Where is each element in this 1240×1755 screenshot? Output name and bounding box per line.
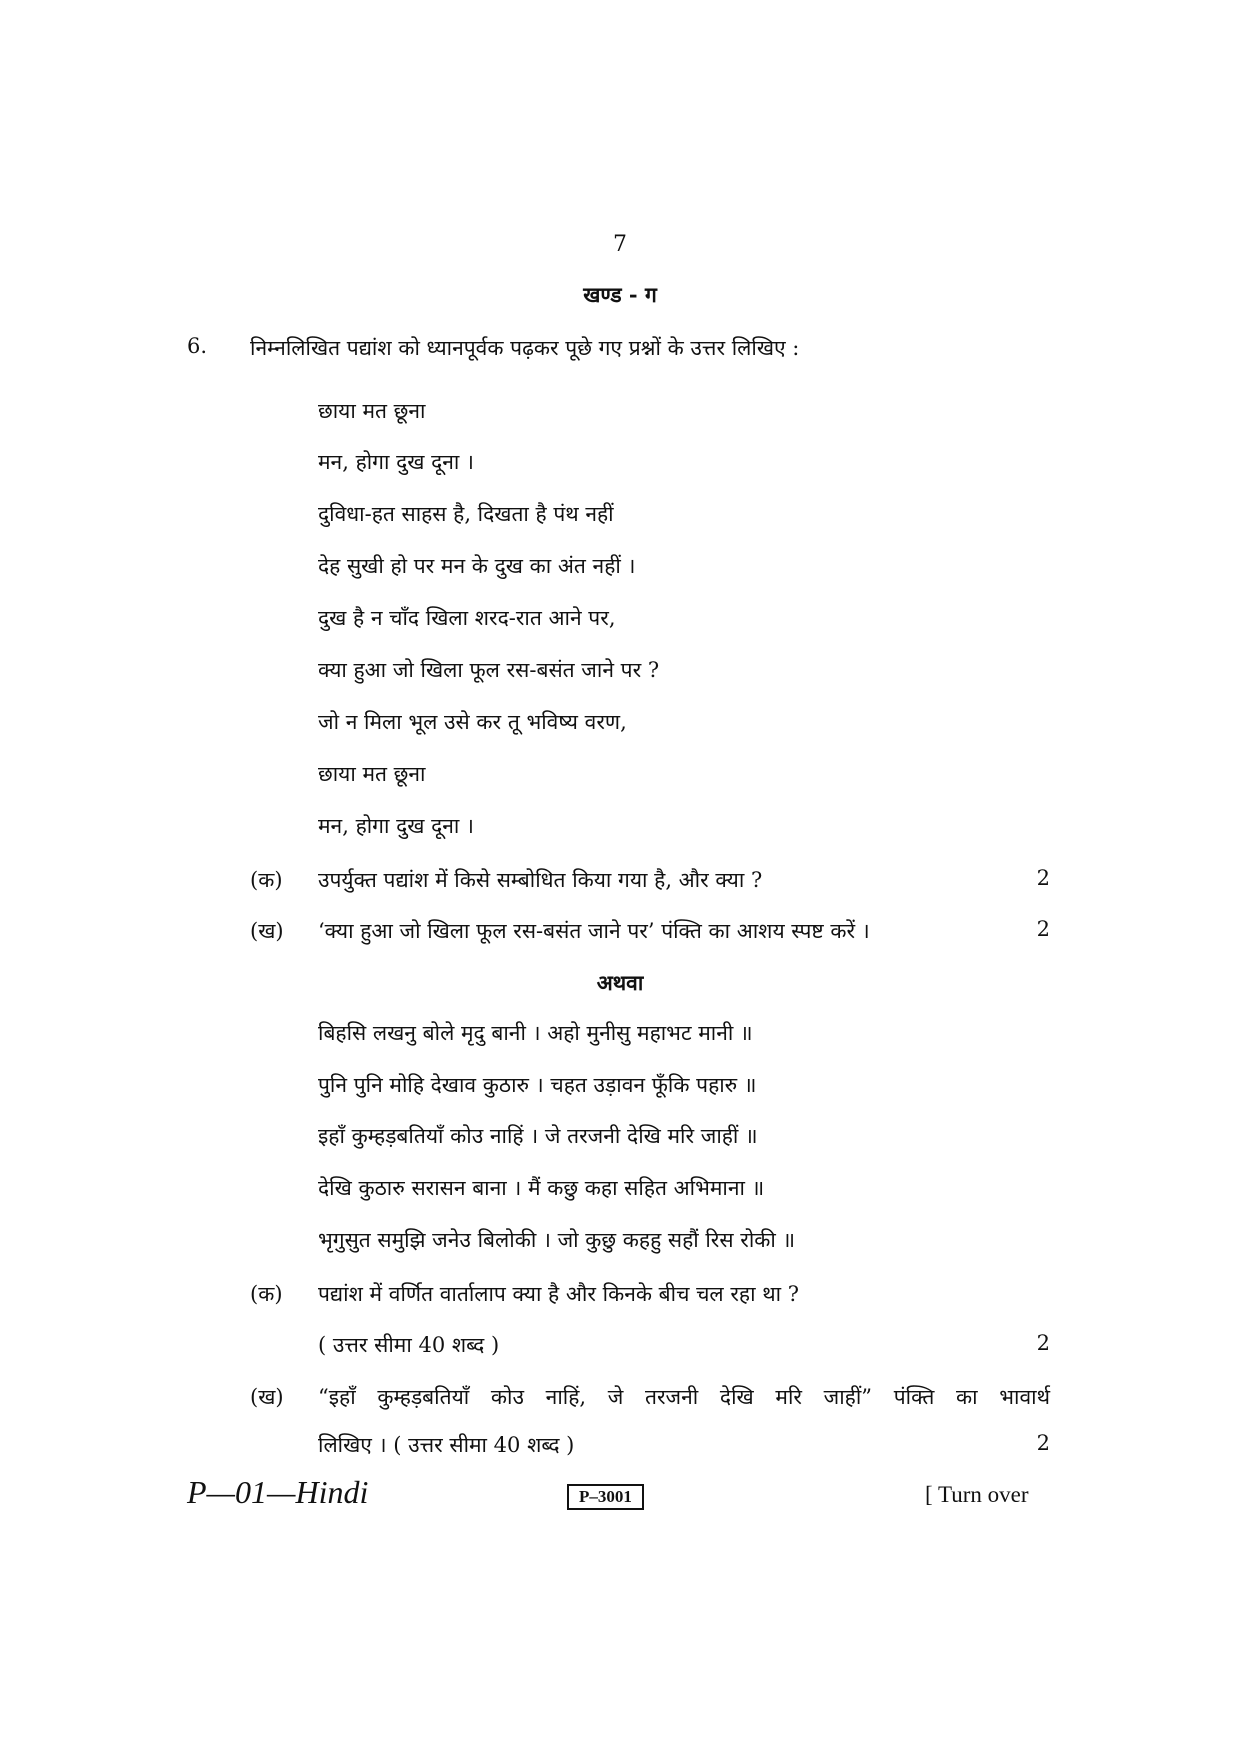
poem-line: छाया मत छूना xyxy=(318,762,426,786)
subquestion-text: पद्यांश में वर्णित वार्तालाप क्या है और किनके बीच चल रहा था ? xyxy=(318,1282,799,1306)
section-heading: खण्ड - ग xyxy=(583,282,657,307)
paper-id-box: P–3001 xyxy=(567,1484,644,1510)
poem-line: क्या हुआ जो खिला फूल रस-बसंत जाने पर ? xyxy=(318,658,660,682)
poem-line: दुख है न चाँद खिला शरद-रात आने पर, xyxy=(318,606,616,630)
poem-line: मन, होगा दुख दूना । xyxy=(318,450,474,474)
subquestion-text: “इहाँ कुम्हड़बतियाँ कोउ नाहिं, जे तरजनी देखि मरि जाहीं” पंक्ति का भावार्थ xyxy=(318,1385,1050,1409)
subquestion-label: (क) xyxy=(250,868,283,892)
word-limit: ( उत्तर सीमा 40 शब्द ) xyxy=(318,1333,500,1357)
subquestion-text: ‘क्या हुआ जो खिला फूल रस-बसंत जाने पर’ पंक्ति का आशय स्पष्ट करें । xyxy=(318,919,870,943)
marks: 2 xyxy=(1036,866,1050,890)
poem-line: बिहसि लखनु बोले मृदु बानी । अहो मुनीसु महाभट मानी ॥ xyxy=(318,1021,753,1045)
or-heading: अथवा xyxy=(596,970,644,995)
poem-line: जो न मिला भूल उसे कर तू भविष्य वरण, xyxy=(318,710,627,734)
poem-line: भृगुसुत समुझि जनेउ बिलोकी । जो कुछु कहहु सहौं रिस रोकी ॥ xyxy=(318,1228,796,1252)
poem-line: पुनि पुनि मोहि देखाव कुठारु । चहत उड़ावन फूँकि पहारु ॥ xyxy=(318,1073,757,1097)
poem-line: देह सुखी हो पर मन के दुख का अंत नहीं । xyxy=(318,554,636,578)
question-number: 6. xyxy=(187,334,208,358)
marks: 2 xyxy=(1036,1331,1050,1355)
subquestion-text: उपर्युक्त पद्यांश में किसे सम्बोधित किया गया है, और क्या ? xyxy=(318,868,763,892)
poem-line: दुविधा-हत साहस है, दिखता है पंथ नहीं xyxy=(318,502,614,526)
paper-code: P—01—Hindi xyxy=(187,1474,369,1510)
marks: 2 xyxy=(1036,1431,1050,1455)
page-number: 7 xyxy=(613,232,627,257)
poem-line: इहाँ कुम्हड़बतियाँ कोउ नाहिं । जे तरजनी देखि मरि जाहीं ॥ xyxy=(318,1124,758,1148)
turn-over-note: [ Turn over xyxy=(925,1482,1029,1507)
marks: 2 xyxy=(1036,917,1050,941)
question-text: निम्नलिखित पद्यांश को ध्यानपूर्वक पढ़कर पूछे गए प्रश्नों के उत्तर लिखिए : xyxy=(250,336,800,360)
subquestion-text-continued: लिखिए । ( उत्तर सीमा 40 शब्द ) xyxy=(318,1433,575,1457)
poem-line: मन, होगा दुख दूना । xyxy=(318,814,474,838)
subquestion-label: (ख) xyxy=(250,1385,284,1409)
poem-line: देखि कुठारु सरासन बाना । मैं कछु कहा सहित अभिमाना ॥ xyxy=(318,1176,765,1200)
poem-line: छाया मत छूना xyxy=(318,399,426,423)
subquestion-label: (क) xyxy=(250,1282,283,1306)
subquestion-label: (ख) xyxy=(250,919,284,943)
